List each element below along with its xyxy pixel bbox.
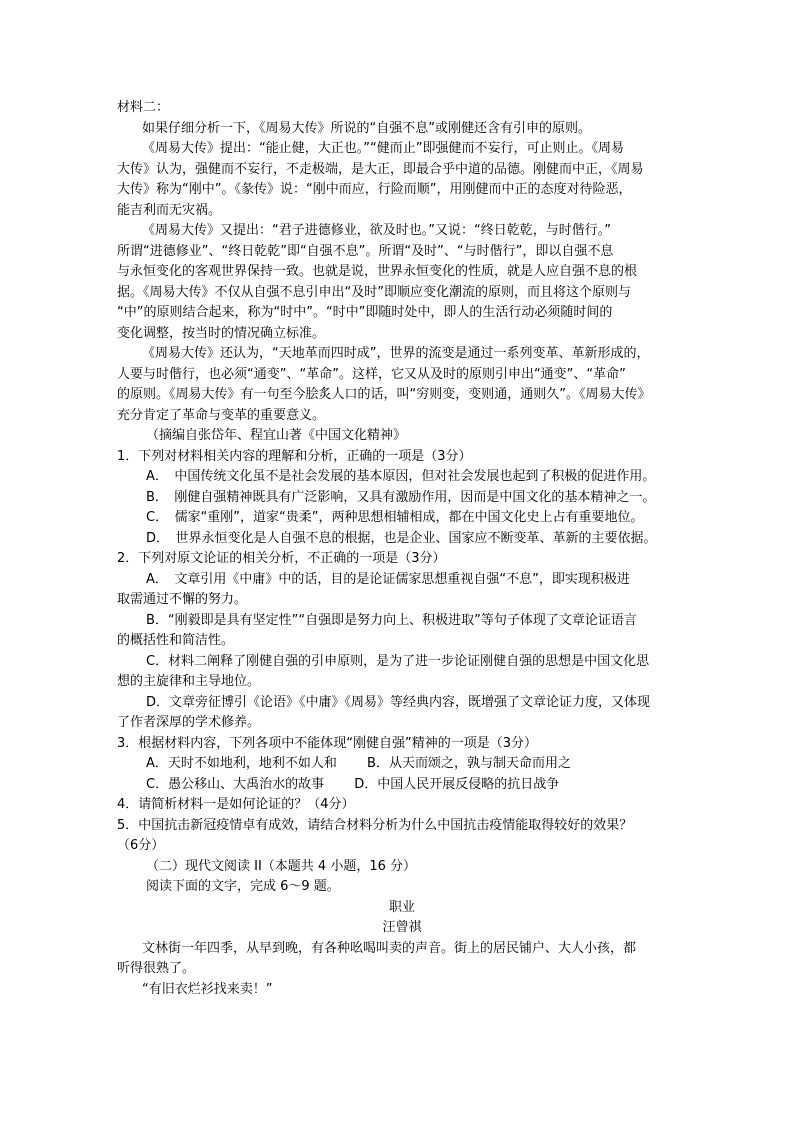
question-line: 4．请简析材料一是如何论证的？（4分） <box>117 797 355 812</box>
text-line: 如果仔细分析一下，《周易大传》所说的“自强不息”或刚健还含有引申的原则。 <box>142 120 591 136</box>
question-line: 了作者深厚的学术修养。 <box>117 715 261 730</box>
material-heading: 材料二： <box>117 100 170 115</box>
story-author: 汪曾祺 <box>382 920 422 935</box>
text-line: 大传》称为“刚中”。《彖传》说：“刚中而应，行险而顺”，用刚健而中正的态度对待险恶， <box>117 182 632 197</box>
question-line: 的概括性和简洁性。 <box>117 633 235 648</box>
story-line: “有旧衣烂衫找来卖！” <box>142 981 273 997</box>
text-line: 大传》认为，强健而不妄行，不走极端，是大正，即最合乎中道的品德。刚健而中正，《周易 <box>117 161 644 177</box>
text-line: 《周易大传》又提出：“君子进德修业，欲及时也。”又说：“终日乾乾，与时偕行。” <box>142 223 611 238</box>
question-line: A．天时不如地利，地利不如人和 B．从天而颂之，孰与制天命而用之 <box>146 756 571 771</box>
question-line: C．愚公移山、大禹治水的故事 D．中国人民开展反侵略的抗日战争 <box>146 776 560 792</box>
document-page <box>117 98 687 1000</box>
question-line: 1．下列对材料相关内容的理解和分析，正确的一项是（3分） <box>117 448 472 464</box>
question-line: 2．下列对原文论证的相关分析，不正确的一项是（3分） <box>117 551 446 566</box>
story-line: 文林街一年四季，从早到晚，有各种吆喝叫卖的声音。街上的居民铺户、大人小孩，都 <box>142 940 637 956</box>
text-line: 人要与时偕行，也必须“通变”、“革命”。这样，它又从及时的原则引申出“通变”、“革命” <box>117 366 626 382</box>
text-line: 与永恒变化的客观世界保持一致。也就是说，世界永恒变化的性质，就是人应自强不息的根 <box>117 264 638 279</box>
text-line: 据。《周易大传》不仅从自强不息引申出“及时”即顺应变化潮流的原则，而且将这个原则与 <box>117 284 631 300</box>
question-line: A． 中国传统文化虽不是社会发展的基本原因，但对社会发展也起到了积极的促进作用。 <box>146 469 656 484</box>
text-line: 所谓“进德修业”、“终日乾乾”即“自强不息”。所谓“及时”、“与时偕行”，即以自强不息 <box>117 243 614 259</box>
question-line: 3．根据材料内容，下列各项中不能体现“刚健自强”精神的一项是（3分） <box>117 735 538 751</box>
question-line: A． 文章引用《中庸》中的话，目的是论证儒家思想重视自强“不息”，即实现积极进 <box>146 571 630 587</box>
story-title: 职业 <box>388 899 415 915</box>
question-list <box>117 447 687 857</box>
text-line: 的原则。《周易大传》有一句至今脍炙人口的话，叫“穷则变，变则通，通则久”。《周易大传》 <box>117 387 651 402</box>
text-line: 《周易大传》还认为，“天地革而四时成”，世界的流变是通过一系列变革、革新形成的， <box>142 346 650 361</box>
question-line: C．材料二阐释了刚健自强的引申原则，是为了进一步论证刚健自强的思想是中国文化思 <box>146 653 650 669</box>
text-line: “中”的原则结合起来，称为“时中”。“时中”即随时处中，即人的生活行动必须随时间的 <box>117 305 613 320</box>
question-line: D．文章旁征博引《论语》《中庸》《周易》等经典内容，既增强了文章论证力度，又体现 <box>146 694 651 710</box>
text-line: 充分肯定了革命与变革的重要意义。 <box>117 407 326 423</box>
reading-instruction: 阅读下面的文字，完成 6～9 题。 <box>146 879 340 894</box>
story-line: 听得很熟了。 <box>117 961 196 976</box>
question-line: （6分） <box>117 838 165 853</box>
text-line: 《周易大传》提出：“能止健，大正也。”“健而止”即强健而不妄行，可止则止。《周易 <box>142 141 624 156</box>
question-line: C． 儒家“重刚”，道家“贵柔”，两种思想相辅相成，都在中国文化史上占有重要地位。 <box>146 510 644 525</box>
text-line: 能吉利而无灾祸。 <box>117 202 222 218</box>
question-line: B． 刚健自强精神既具有广泛影响，又具有激励作用，因而是中国文化的基本精神之一。 <box>146 489 656 505</box>
text-line: 变化调整，按当时的情况确立标准。 <box>117 325 326 341</box>
material-two-text <box>117 119 687 447</box>
question-line: B．“刚毅即是具有坚定性”“自强即是努力向上、积极进取”等句子体现了文章论证语言 <box>146 612 637 628</box>
question-line: 想的主旋律和主导地位。 <box>117 674 261 689</box>
section-heading: （二）现代文阅读 II（本题共 4 小题，16 分） <box>146 858 417 874</box>
question-line: D． 世界永恒变化是人自强不息的根据，也是企业、国家应不断变革、革新的主要依据。 <box>146 530 657 546</box>
question-line: 5．中国抗击新冠疫情卓有成效，请结合材料分析为什么中国抗击疫情能取得较好的效果？ <box>117 817 633 833</box>
story-text <box>117 939 687 1001</box>
question-line: 取需通过不懈的努力。 <box>117 592 248 607</box>
text-line: （摘编自张岱年、程宜山著《中国文化精神》 <box>146 428 407 443</box>
